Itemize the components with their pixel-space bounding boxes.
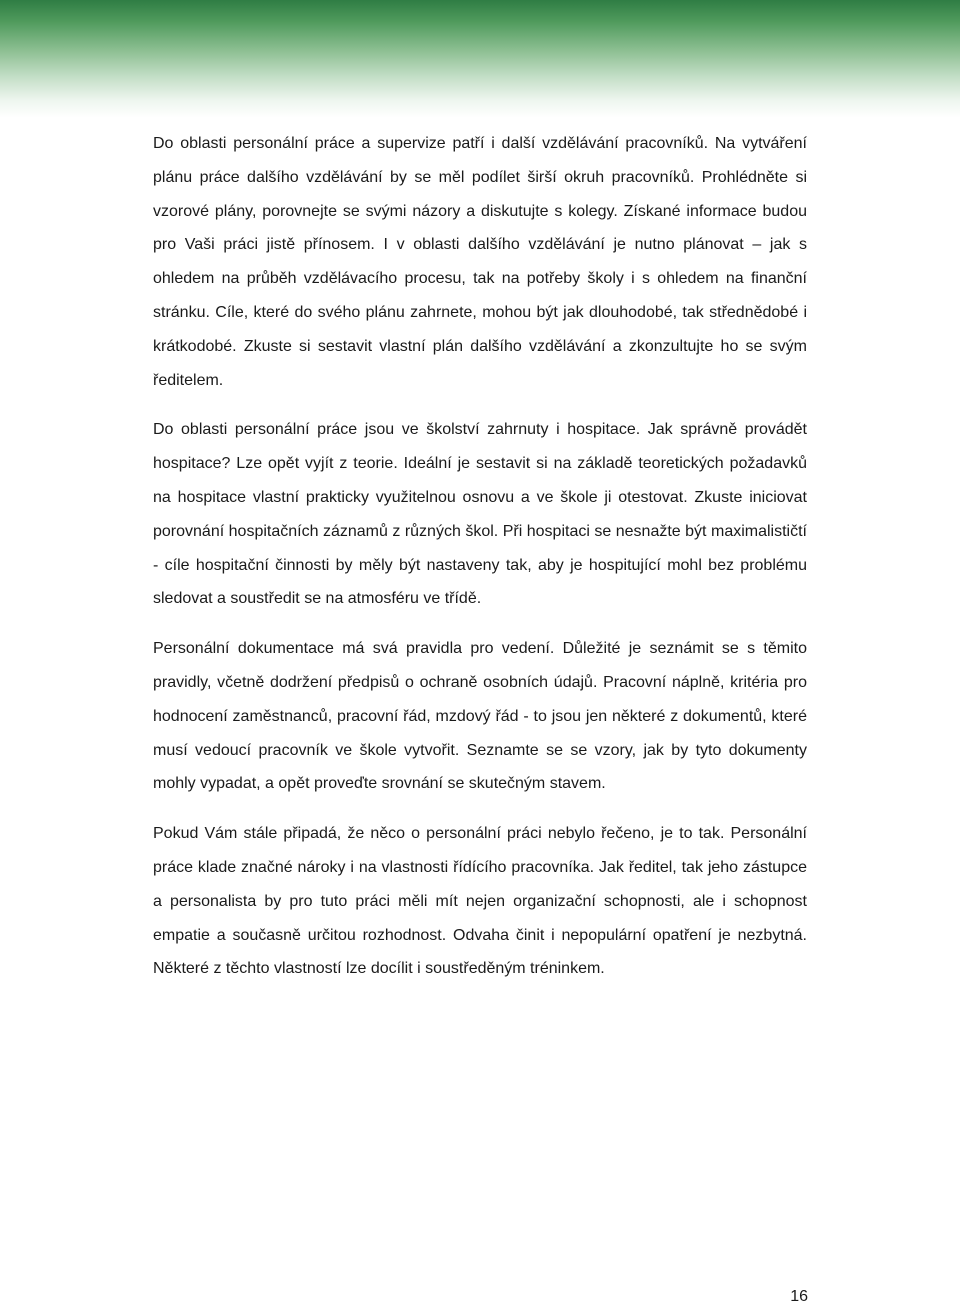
paragraph-further-education: Do oblasti personální práce a supervize patří i další vzdělávání pracovníků. Na vytváření plánu práce dalšího vzdělávání by se měl podílet širší okruh pracovníků. Prohlédněte si vzorové plány, porovnejte se svými názory a diskutujte s kolegy. Získané informace budou pro Vaši práci jistě přínosem. I v oblasti dalšího vzdělávání je nutno plánovat – jak s ohledem na průběh vzdělávacího procesu, tak na potřeby školy i s ohledem na finanční stránku. Cíle, které do svého plánu zahrnete, mohou být jak dlouhodobé, tak střednědobé i krátkodobé. Zkuste si sestavit vlastní plán dalšího vzdělávání a zkonzultujte ho se svým ředitelem. [153, 135, 807, 389]
document-body [153, 127, 807, 1002]
page-number: 16 [790, 1288, 808, 1305]
paragraph-personnel-documentation: Personální dokumentace má svá pravidla pro vedení. Důležité je seznámit se s těmito pravidly, včetně dodržení předpisů o ochraně osobních údajů. Pracovní náplně, kritéria pro hodnocení zaměstnanců, pracovní řád, mzdový řád - to jsou jen některé z dokumentů, které musí vedoucí pracovník ve škole vytvořit. Seznamte se se vzory, jak by tyto dokumenty mohly vypadat, a opět proveďte srovnání se skutečným stavem. [153, 640, 807, 793]
header-gradient-band [0, 0, 960, 118]
paragraph-personnel-qualities: Pokud Vám stále připadá, že něco o personální práci nebylo řečeno, je to tak. Personální práce klade značné nároky i na vlastnosti řídícího pracovníka. Jak ředitel, tak jeho zástupce a personalista by pro tuto práci měli mít nejen organizační schopnosti, ale i schopnost empatie a současně určitou rozhodnost. Odvaha činit i nepopulární opatření je nezbytná. Některé z těchto vlastností lze docílit i soustředěným tréninkem. [153, 825, 807, 978]
paragraph-inspections: Do oblasti personální práce jsou ve školství zahrnuty i hospitace. Jak správně provádět hospitace? Lze opět vyjít z teorie. Ideální je sestavit si na základě teoretických požadavků na hospitace vlastní prakticky využitelnou osnovu a ve škole ji otestovat. Zkuste iniciovat porovnání hospitačních záznamů z různých škol. Při hospitaci se nesnažte být maximalističtí - cíle hospitační činnosti by měly být nastaveny tak, aby je hospitující mohl bez problému sledovat a soustředit se na atmosféru ve třídě. [153, 421, 807, 608]
